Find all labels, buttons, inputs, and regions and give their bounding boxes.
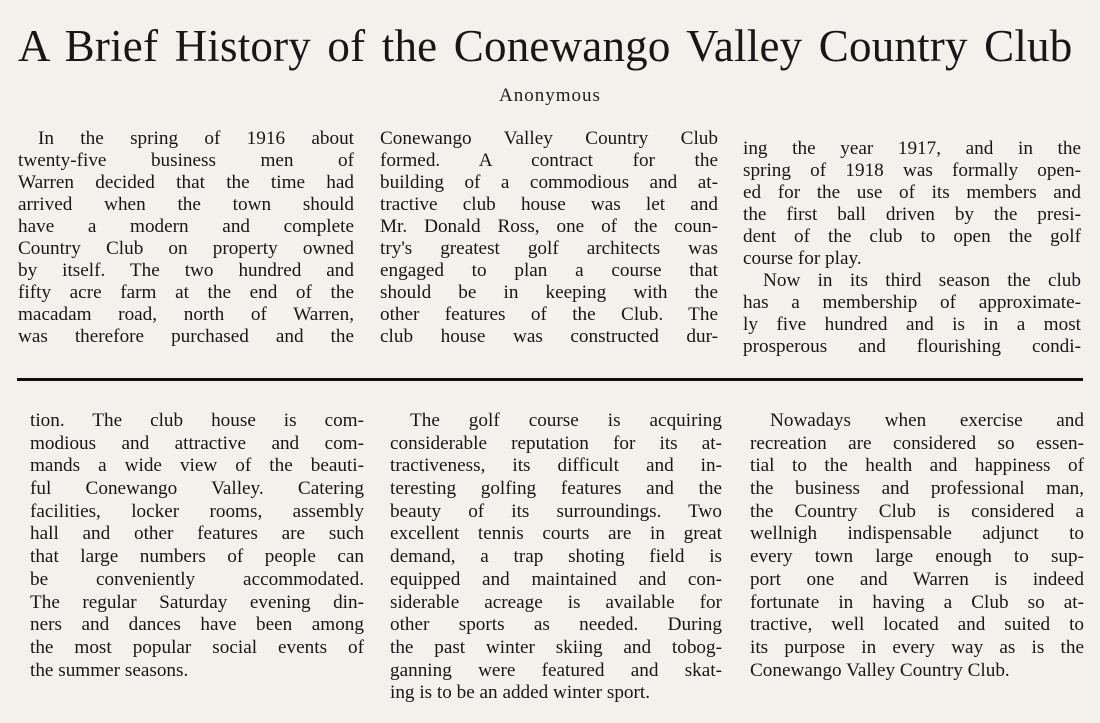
- paragraph-line: be conveniently accommodated.: [30, 568, 364, 590]
- paragraph-line: demand, a trap shoting field is: [390, 546, 722, 568]
- paragraph-line: recreation are considered so essen-: [750, 432, 1084, 454]
- paragraph-line: course for play.: [743, 248, 862, 269]
- article-author: Anonymous: [499, 85, 601, 106]
- paragraph-line: teresting golfing features and the: [390, 478, 722, 500]
- paragraph-line: ly five hundred and is in a most: [743, 314, 1081, 335]
- paragraph-line: the most popular social events of: [30, 636, 364, 658]
- paragraph-line: spring of 1918 was formally open-: [743, 160, 1081, 181]
- bottom-column-2: [390, 410, 722, 705]
- paragraph-line: arrived when the town should: [18, 194, 354, 215]
- paragraph-line: Warren decided that the time had: [18, 172, 354, 193]
- bottom-column-1: [30, 410, 364, 682]
- paragraph-line: was therefore purchased and the: [18, 326, 354, 347]
- paragraph-line: beauty of its surroundings. Two: [390, 500, 722, 522]
- paragraph-line: equipped and maintained and con-: [390, 568, 722, 590]
- paragraph-line: engaged to plan a course that: [380, 260, 718, 281]
- paragraph-line: excellent tennis courts are in great: [390, 523, 722, 545]
- paragraph-line: Country Club on property owned: [18, 238, 354, 259]
- paragraph-line: tractive club house was let and: [380, 194, 718, 215]
- paragraph-line: tractive, well located and suited to: [750, 614, 1084, 636]
- paragraph-line: try's greatest golf architects was: [380, 238, 718, 259]
- paragraph-line: Conewango Valley Country Club.: [750, 659, 1010, 681]
- paragraph-line: In the spring of 1916 about: [38, 128, 354, 149]
- top-column-1: [18, 128, 354, 348]
- paragraph-line: tial to the health and happiness of: [750, 455, 1084, 477]
- paragraph-line: building of a commodious and at-: [380, 172, 718, 193]
- paragraph-line: tion. The club house is com-: [30, 410, 364, 431]
- paragraph-line: the first ball driven by the presi-: [743, 204, 1081, 225]
- paragraph-line: Now in its third season the club: [763, 270, 1081, 291]
- paragraph-line: mands a wide view of the beauti-: [30, 455, 364, 477]
- paragraph-line: the summer seasons.: [30, 659, 189, 681]
- paragraph-line: other features of the Club. The: [380, 304, 718, 325]
- paragraph-line: ing the year 1917, and in the: [743, 138, 1081, 159]
- paragraph-line: wellnigh indispensable adjunct to: [750, 523, 1084, 545]
- paragraph-line: prosperous and flourishing condi-: [743, 336, 1081, 357]
- paragraph-line: the past winter skiing and tobog-: [390, 636, 722, 658]
- paragraph-line: fifty acre farm at the end of the: [18, 282, 354, 303]
- paragraph-line: Nowadays when exercise and: [770, 410, 1084, 431]
- paragraph-line: every town large enough to sup-: [750, 546, 1084, 568]
- paragraph-line: macadam road, north of Warren,: [18, 304, 354, 325]
- paragraph-line: considerable reputation for its at-: [390, 432, 722, 454]
- paragraph-line: twenty-five business men of: [18, 150, 354, 171]
- paragraph-line: that large numbers of people can: [30, 546, 364, 568]
- paragraph-line: siderable acreage is available for: [390, 591, 722, 613]
- paragraph-line: modious and attractive and com-: [30, 432, 364, 454]
- top-column-2: [380, 128, 718, 348]
- paragraph-line: ed for the use of its members and: [743, 182, 1081, 203]
- paragraph-line: should be in keeping with the: [380, 282, 718, 303]
- paragraph-line: by itself. The two hundred and: [18, 260, 354, 281]
- paragraph-line: Mr. Donald Ross, one of the coun-: [380, 216, 718, 237]
- paragraph-line: club house was constructed dur-: [380, 326, 718, 347]
- paragraph-line: ful Conewango Valley. Catering: [30, 478, 364, 500]
- section-divider-rule: [17, 378, 1083, 381]
- paragraph-line: the business and professional man,: [750, 478, 1084, 500]
- top-column-3: [743, 138, 1081, 358]
- paragraph-line: other sports as needed. During: [390, 614, 722, 636]
- paragraph-line: port one and Warren is indeed: [750, 568, 1084, 590]
- paragraph-line: its purpose in every way as is the: [750, 636, 1084, 658]
- paragraph-line: have a modern and complete: [18, 216, 354, 237]
- paragraph-line: dent of the club to open the golf: [743, 226, 1081, 247]
- article-title: A Brief History of the Conewango Valley Country Club: [18, 21, 1073, 71]
- paragraph-line: formed. A contract for the: [380, 150, 718, 171]
- paragraph-line: ing is to be an added winter sport.: [390, 682, 651, 704]
- paragraph-line: fortunate in having a Club so at-: [750, 591, 1084, 613]
- paragraph-line: the Country Club is considered a: [750, 500, 1084, 522]
- paragraph-line: Conewango Valley Country Club: [380, 128, 718, 149]
- paragraph-line: facilities, locker rooms, assembly: [30, 500, 364, 522]
- paragraph-line: hall and other features are such: [30, 523, 364, 545]
- paragraph-line: ners and dances have been among: [30, 614, 364, 636]
- paragraph-line: The golf course is acquiring: [410, 410, 722, 431]
- bottom-column-3: [750, 410, 1084, 682]
- paragraph-line: ganning were featured and skat-: [390, 659, 722, 681]
- paragraph-line: The regular Saturday evening din-: [30, 591, 364, 613]
- paragraph-line: has a membership of approximate-: [743, 292, 1081, 313]
- paragraph-line: tractiveness, its difficult and in-: [390, 455, 722, 477]
